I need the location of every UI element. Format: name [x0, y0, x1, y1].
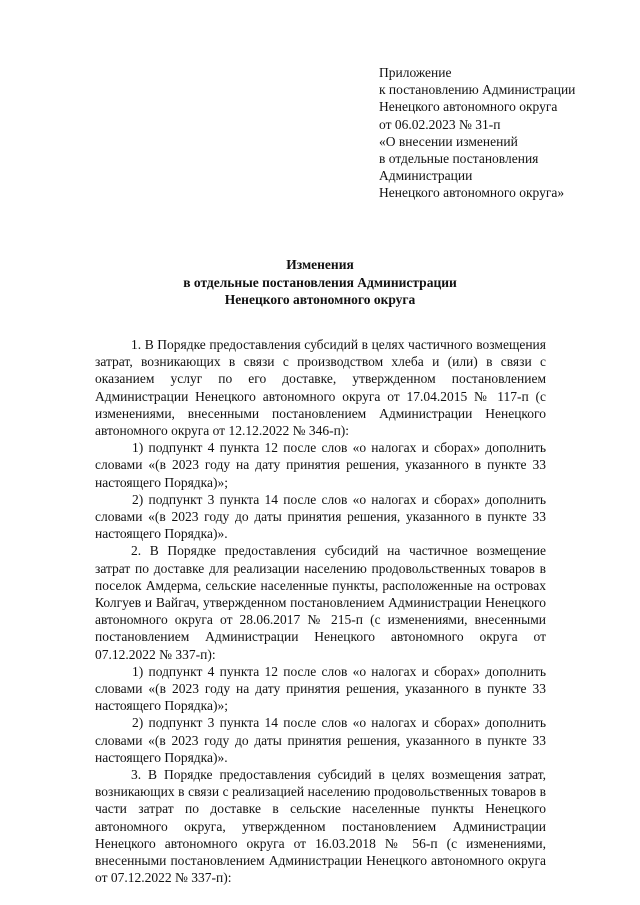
title-line: Изменения: [286, 257, 354, 272]
appendix-line: в отдельные постановления: [379, 151, 539, 167]
paragraph-item-3: 3. В Порядке предоставления субсидий в целях возмещения затрат, возникающих в связи с реализацией населению продовольственных товаров в части затрат по доставке в сельские населенные пункты Ненецкого автономного округа, утвержденном постановлением Администрации Ненецкого автономного округа от 16.03.2018 № 56-п (с изменениями, внесенными постановлением Администрации Ненецкого автономного округа от 07.12.2022 № 337-п):: [95, 767, 546, 886]
document-title: [95, 256, 545, 309]
paragraph-subitem-2-1: 1) подпункт 4 пункта 12 после слов «о налогах и сборах» дополнить словами «(в 2023 году на дату принятия решения, указанного в пункте 33 настоящего Порядка)»;: [95, 663, 546, 714]
title-line: Ненецкого автономного округа: [224, 292, 416, 308]
paragraph-item-2: 2. В Порядке предоставления субсидий на частичное возмещение затрат по доставке для реализации населению продовольственных товаров в поселок Амдерма, сельские населенные пункты, расположенные на островах Колгуев и Вайгач, утвержденном постановлением Администрации Ненецкого автономного округа от 28.06.2017 № 215-п (с изменениями, внесенными постановлением Администрации Ненецкого автономного округа от 07.12.2022 № 337-п):: [95, 543, 546, 662]
appendix-line: Приложение: [379, 65, 452, 80]
appendix-header: [379, 64, 619, 202]
appendix-line: Ненецкого автономного округа: [379, 99, 558, 115]
paragraph-subitem-2-2: 2) подпункт 3 пункта 14 после слов «о налогах и сборах» дополнить словами «(в 2023 году до даты принятия решения, указанного в пункте 33 настоящего Порядка)».: [95, 715, 546, 765]
appendix-line: Ненецкого автономного округа»: [379, 185, 565, 201]
appendix-line: «О внесении изменений: [379, 133, 518, 149]
paragraph-subitem-1-1: 1) подпункт 4 пункта 12 после слов «о налогах и сборах» дополнить словами «(в 2023 году на дату принятия решения, указанного в пункте 33 настоящего Порядка)»;: [95, 440, 546, 490]
title-line: в отдельные постановления Администрации: [183, 274, 457, 290]
appendix-line: от 06.02.2023 № 31-п: [379, 116, 501, 132]
appendix-line: Администрации: [379, 168, 473, 184]
document-body: [95, 336, 546, 887]
appendix-line: к постановлению Администрации: [379, 82, 576, 98]
paragraph-subitem-1-2: 2) подпункт 3 пункта 14 после слов «о налогах и сборах» дополнить словами «(в 2023 году до даты принятия решения, указанного в пункте 33 настоящего Порядка)».: [95, 491, 546, 542]
paragraph-item-1: 1. В Порядке предоставления субсидий в целях частичного возмещения затрат, возникающих в связи с производством хлеба и (или) в связи с оказанием услуг по его доставке, утвержденном постановлением Администрации Ненецкого автономного округа от 17.04.2015 № 117-п (с изменениями, внесенными постановлением Администрации Ненецкого автономного округа от 12.12.2022 № 346-п):: [95, 337, 546, 439]
